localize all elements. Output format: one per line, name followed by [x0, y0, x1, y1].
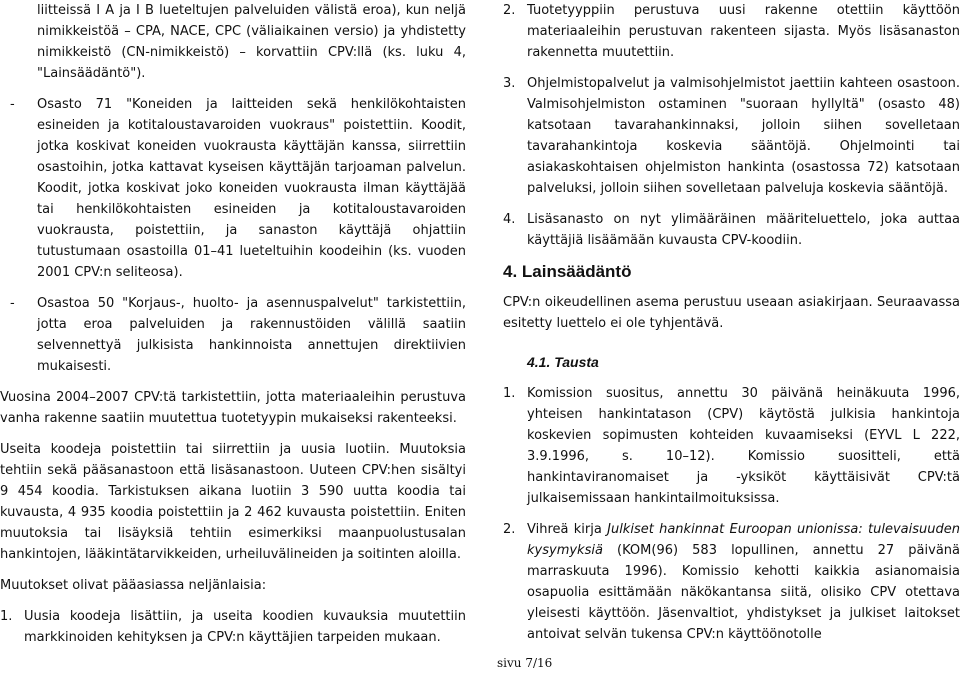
list-number: 2.	[503, 522, 516, 537]
numbered-item-text: Lisäsanasto on nyt ylimääräinen määriteluettelo, joka auttaa käyttäjiä lisäämään kuvausta CPV-koodiin.	[527, 212, 960, 248]
section-heading: 4. Lainsäädäntö	[503, 262, 632, 281]
list-number: 3.	[503, 76, 516, 91]
paragraph: Muutokset olivat pääasiassa neljänlaisia:	[0, 578, 267, 593]
list-number: 2.	[503, 3, 516, 18]
numbered-list-item	[0, 606, 466, 648]
numbered-list-item	[503, 209, 960, 251]
numbered-item-text	[527, 519, 960, 645]
dash-item-text-osasto-50: Osastoa 50 "Korjaus-, huolto- ja asennuspalvelut" tarkistettiin, jotta eroa palveluiden ja rakennustöiden välillä saatiin selvennettyä julkisista hankinnoista annettujen direktiivien mukaisesti.	[37, 296, 466, 374]
subsection-heading: 4.1. Tausta	[527, 354, 599, 370]
numbered-list-item	[503, 73, 960, 199]
dash-bullet: -	[10, 296, 15, 311]
intro-list-item-continuation: liitteissä I A ja I B lueteltujen palveluiden välistä eroa), kun neljä nimikkeistöä – CPA, NACE, CPC (väliaikainen versio) ja yhdistetty nimikkeistö (CN-nimikkeistö) – korvattiin CPV:llä (ks. luku 4, "Lainsäädäntö").	[37, 3, 466, 81]
numbered-list-item	[503, 519, 960, 645]
list-number: 1.	[503, 386, 516, 401]
list-number: 1.	[0, 609, 13, 624]
paragraph: Useita koodeja poistettiin tai siirrettiin ja uusia luotiin. Muutoksia tehtiin sekä pääsanastoon että lisäsanastoon. Uuteen CPV:hen sisältyi 9 454 koodia. Tarkistuksen aikana luotiin 3 590 uutta koodia tai kuvausta, 4 935 koodia poistettiin ja 2 462 kuvausta poistettiin. Eniten muutoksia tai lisäyksiä tehtiin esimerkiksi maanpuolustusalan hankintojen, lääkintätarvikkeiden, urheiluvälineiden ja soitinten aloilla.	[0, 442, 466, 562]
numbered-list-item	[503, 0, 960, 63]
green-paper-title: Julkiset hankinnat Euroopan unionissa: tulevaisuuden kysymyksiä	[527, 522, 960, 558]
text-segment: Vihreä kirja	[527, 522, 608, 537]
numbered-item-text: Ohjelmistopalvelut ja valmisohjelmistot jaettiin kahteen osastoon. Valmisohjelmiston ostaminen "suoraan hyllyltä" (osasto 48) katsotaan tavarahankinnaksi, jolloin siihen sovelletaan tavarahankintoja koskevia sääntöjä. Ohjelmointi tai asiakaskohtaisen ohjelmiston hankinta (osastossa 72) katsotaan palveluksi, jolloin siihen sovelletaan palveluja koskevia sääntöjä.	[527, 76, 960, 196]
paragraph: CPV:n oikeudellinen asema perustuu useaan asiakirjaan. Seuraavassa esitetty luettelo ei ole tyhjentävä.	[503, 295, 960, 331]
paragraph: Vuosina 2004–2007 CPV:tä tarkistettiin, jotta materiaaleihin perustuva vanha rakenne saatiin muutettua tuotetyypin mukaiseksi rakenteeksi.	[0, 390, 466, 426]
text-segment: (KOM(96) 583 lopullinen, annettu 27 päivänä marraskuuta 1996). Komissio kehotti kaikkia asianomaisia osapuolia esittämään näkökantansa siitä, olisiko CPV otettava yleisesti käyttöön. Jäsenvaltiot, yhdistykset ja julkiset laitokset antoivat selvän tukensa CPV:n käyttöönotolle	[527, 543, 960, 642]
right-column	[503, 0, 960, 655]
left-column	[0, 0, 466, 648]
dash-list-item	[0, 94, 466, 283]
list-number: 4.	[503, 212, 516, 227]
numbered-list-item	[503, 383, 960, 509]
dash-item-text-osasto-71: Osasto 71 "Koneiden ja laitteiden sekä henkilökohtaisten esineiden ja kotitaloustavaroiden vuokraus" poistettiin. Koodit, jotka koskivat koneiden vuokrausta käyttäjän kanssa, siirrettiin osastoihin, jotka kattavat kyseisen käyttäjän tarjoaman palvelun. Koodit, jotka koskivat joko koneiden vuokrausta ilman käyttäjää tai henkilökohtaisten esineiden ja kotitaloustavaroiden vuokrausta, poistettiin, ja sanaston käyttäjä ohjattiin tutustumaan osastoilla 01–41 lueteltuihin koodeihin (ks. vuoden 2001 CPV:n seliteosa).	[37, 97, 466, 280]
numbered-item-text: Tuotetyyppiin perustuva uusi rakenne otettiin käyttöön materiaaleihin perustuvan rakenteen sijasta. Myös lisäsanaston rakennetta muutettiin.	[527, 3, 960, 60]
numbered-item-text: Uusia koodeja lisättiin, ja useita koodien kuvauksia muutettiin markkinoiden kehityksen ja CPV:n käyttäjien tarpeiden mukaan.	[24, 609, 466, 645]
dash-list-item	[0, 293, 466, 377]
numbered-item-text: Komission suositus, annettu 30 päivänä heinäkuuta 1996, yhteisen hankintatason (CPV) käytöstä julkisia hankintoja koskevien sopimusten kohteiden kuvaamiseksi (EYVL L 222, 3.9.1996, s. 10–12). Komissio suositteli, että hankintaviranomaiset ja -yksiköt käyttäisivät CPV:tä julkaisemissaan hankintailmoituksissa.	[527, 386, 960, 506]
page-number: sivu 7/16	[497, 656, 553, 670]
dash-bullet: -	[10, 97, 15, 112]
